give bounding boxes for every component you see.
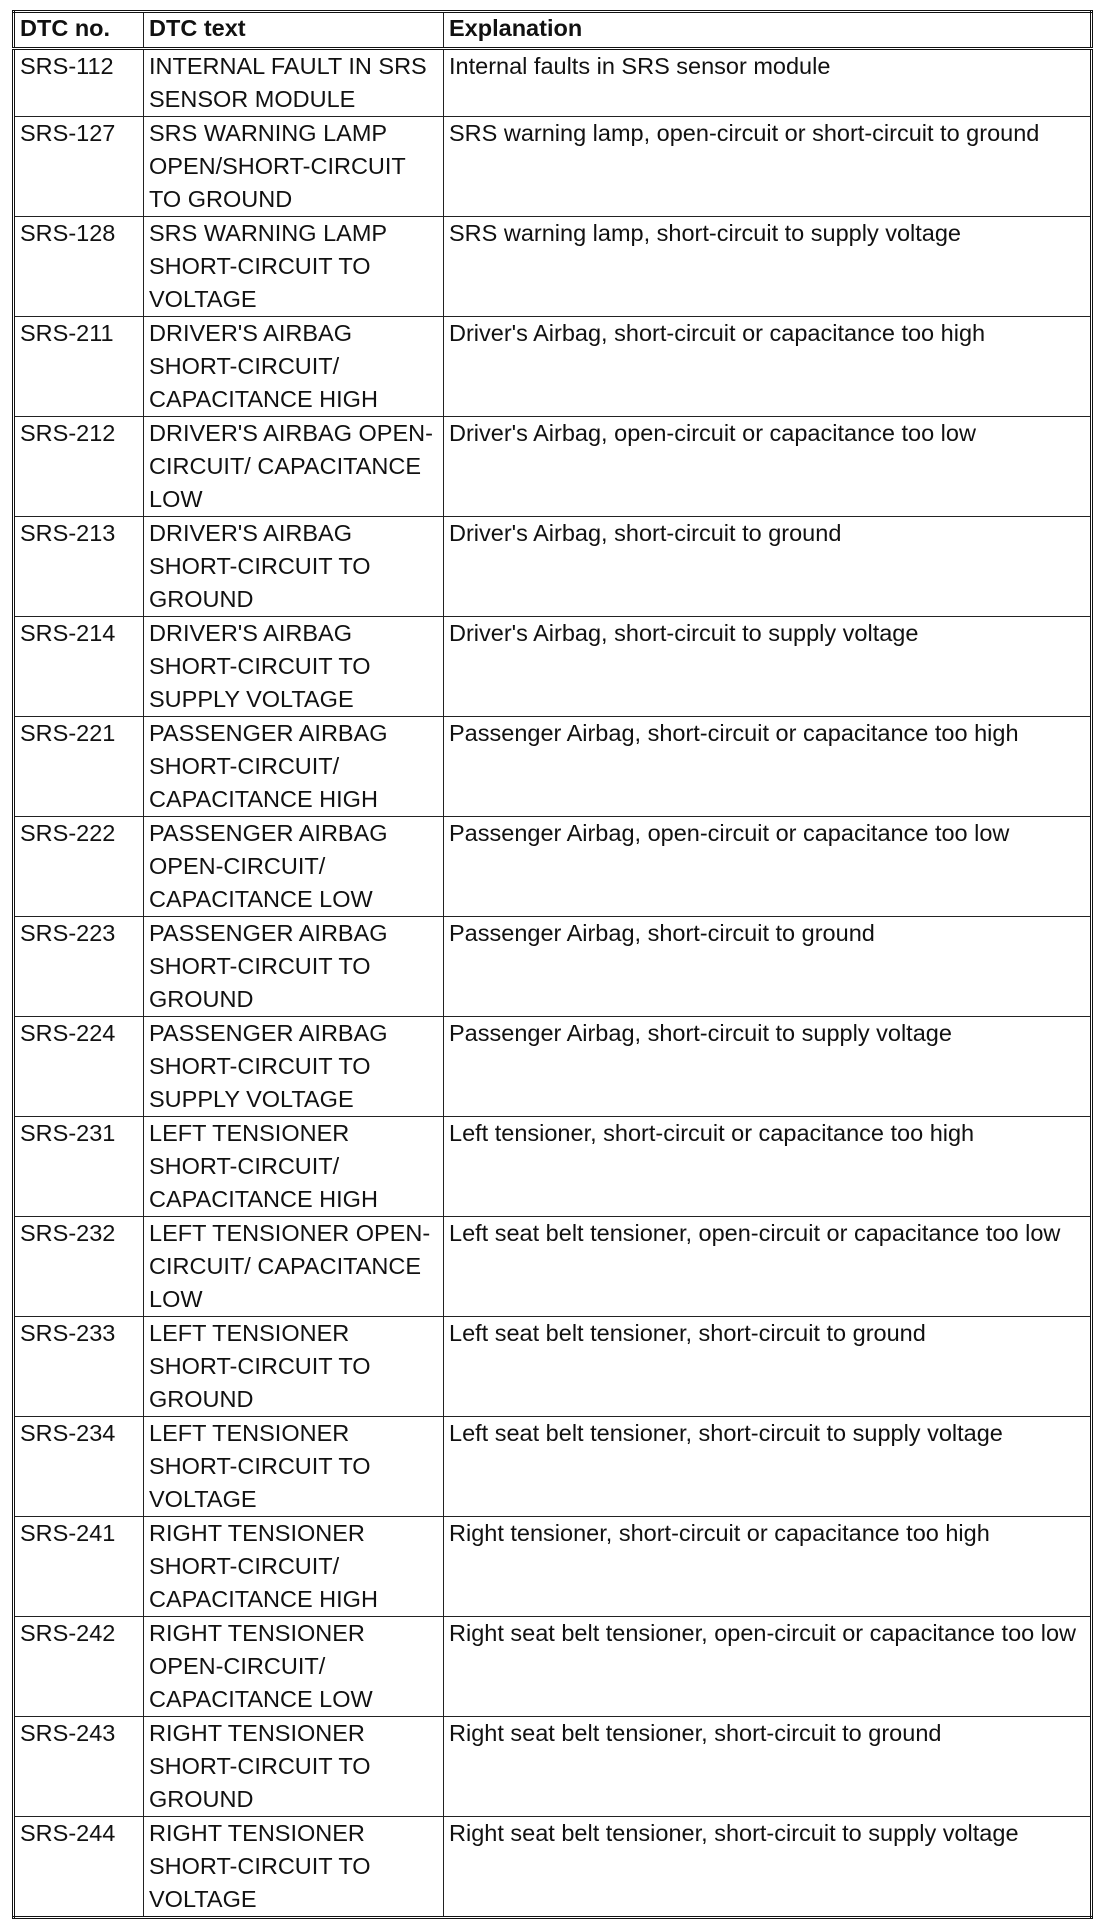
table-body bbox=[14, 49, 1092, 1918]
dtc-no-cell: SRS-127 bbox=[14, 117, 144, 217]
dtc-text-cell: RIGHT TENSIONER SHORT-CIRCUIT TO VOLTAGE bbox=[144, 1817, 444, 1918]
dtc-no-cell: SRS-221 bbox=[14, 717, 144, 817]
table-row bbox=[14, 617, 1092, 717]
dtc-text-cell: INTERNAL FAULT IN SRS SENSOR MODULE bbox=[144, 49, 444, 117]
explanation-cell: Driver's Airbag, short-circuit or capacitance too high bbox=[444, 317, 1092, 417]
explanation-cell: Left seat belt tensioner, short-circuit to ground bbox=[444, 1317, 1092, 1417]
dtc-no-cell: SRS-211 bbox=[14, 317, 144, 417]
header-dtc-no: DTC no. bbox=[14, 12, 144, 49]
table-row bbox=[14, 117, 1092, 217]
table-row bbox=[14, 1117, 1092, 1217]
dtc-text-cell: LEFT TENSIONER SHORT-CIRCUIT TO GROUND bbox=[144, 1317, 444, 1417]
explanation-cell: SRS warning lamp, open-circuit or short-circuit to ground bbox=[444, 117, 1092, 217]
dtc-text-cell: PASSENGER AIRBAG SHORT-CIRCUIT TO GROUND bbox=[144, 917, 444, 1017]
dtc-no-cell: SRS-112 bbox=[14, 49, 144, 117]
explanation-cell: Passenger Airbag, short-circuit to supply voltage bbox=[444, 1017, 1092, 1117]
explanation-cell: Driver's Airbag, short-circuit to supply voltage bbox=[444, 617, 1092, 717]
dtc-text-cell: DRIVER'S AIRBAG OPEN-CIRCUIT/ CAPACITANCE LOW bbox=[144, 417, 444, 517]
explanation-cell: Internal faults in SRS sensor module bbox=[444, 49, 1092, 117]
explanation-cell: Passenger Airbag, short-circuit to ground bbox=[444, 917, 1092, 1017]
dtc-table-container bbox=[12, 10, 1093, 1912]
dtc-no-cell: SRS-214 bbox=[14, 617, 144, 717]
dtc-no-cell: SRS-213 bbox=[14, 517, 144, 617]
dtc-no-cell: SRS-233 bbox=[14, 1317, 144, 1417]
dtc-no-cell: SRS-128 bbox=[14, 217, 144, 317]
table-row bbox=[14, 417, 1092, 517]
explanation-cell: Passenger Airbag, short-circuit or capacitance too high bbox=[444, 717, 1092, 817]
table-row bbox=[14, 717, 1092, 817]
dtc-text-cell: LEFT TENSIONER SHORT-CIRCUIT/ CAPACITANCE HIGH bbox=[144, 1117, 444, 1217]
dtc-text-cell: DRIVER'S AIRBAG SHORT-CIRCUIT TO SUPPLY VOLTAGE bbox=[144, 617, 444, 717]
dtc-no-cell: SRS-232 bbox=[14, 1217, 144, 1317]
explanation-cell: SRS warning lamp, short-circuit to supply voltage bbox=[444, 217, 1092, 317]
dtc-no-cell: SRS-234 bbox=[14, 1417, 144, 1517]
dtc-text-cell: LEFT TENSIONER OPEN-CIRCUIT/ CAPACITANCE LOW bbox=[144, 1217, 444, 1317]
dtc-text-cell: RIGHT TENSIONER OPEN-CIRCUIT/ CAPACITANCE LOW bbox=[144, 1617, 444, 1717]
explanation-cell: Right seat belt tensioner, short-circuit to supply voltage bbox=[444, 1817, 1092, 1918]
dtc-text-cell: LEFT TENSIONER SHORT-CIRCUIT TO VOLTAGE bbox=[144, 1417, 444, 1517]
dtc-no-cell: SRS-241 bbox=[14, 1517, 144, 1617]
dtc-table bbox=[12, 10, 1093, 1919]
table-header bbox=[14, 12, 1092, 49]
table-row bbox=[14, 1017, 1092, 1117]
table-row bbox=[14, 1317, 1092, 1417]
table-row bbox=[14, 917, 1092, 1017]
table-row bbox=[14, 1717, 1092, 1817]
dtc-text-cell: PASSENGER AIRBAG SHORT-CIRCUIT/ CAPACITANCE HIGH bbox=[144, 717, 444, 817]
explanation-cell: Right seat belt tensioner, short-circuit to ground bbox=[444, 1717, 1092, 1817]
table-row bbox=[14, 817, 1092, 917]
dtc-no-cell: SRS-212 bbox=[14, 417, 144, 517]
explanation-cell: Left tensioner, short-circuit or capacitance too high bbox=[444, 1117, 1092, 1217]
dtc-no-cell: SRS-222 bbox=[14, 817, 144, 917]
dtc-no-cell: SRS-244 bbox=[14, 1817, 144, 1918]
dtc-text-cell: PASSENGER AIRBAG SHORT-CIRCUIT TO SUPPLY VOLTAGE bbox=[144, 1017, 444, 1117]
table-row bbox=[14, 1417, 1092, 1517]
dtc-text-cell: DRIVER'S AIRBAG SHORT-CIRCUIT TO GROUND bbox=[144, 517, 444, 617]
explanation-cell: Driver's Airbag, short-circuit to ground bbox=[444, 517, 1092, 617]
explanation-cell: Left seat belt tensioner, open-circuit or capacitance too low bbox=[444, 1217, 1092, 1317]
dtc-no-cell: SRS-243 bbox=[14, 1717, 144, 1817]
explanation-cell: Left seat belt tensioner, short-circuit to supply voltage bbox=[444, 1417, 1092, 1517]
dtc-no-cell: SRS-223 bbox=[14, 917, 144, 1017]
table-row bbox=[14, 1817, 1092, 1918]
dtc-no-cell: SRS-231 bbox=[14, 1117, 144, 1217]
header-row bbox=[14, 12, 1092, 49]
table-row bbox=[14, 1517, 1092, 1617]
dtc-text-cell: PASSENGER AIRBAG OPEN-CIRCUIT/ CAPACITANCE LOW bbox=[144, 817, 444, 917]
table-row bbox=[14, 517, 1092, 617]
table-row bbox=[14, 1617, 1092, 1717]
table-row bbox=[14, 1217, 1092, 1317]
dtc-text-cell: SRS WARNING LAMP OPEN/SHORT-CIRCUIT TO GROUND bbox=[144, 117, 444, 217]
table-row bbox=[14, 217, 1092, 317]
dtc-no-cell: SRS-224 bbox=[14, 1017, 144, 1117]
header-explanation: Explanation bbox=[444, 12, 1092, 49]
explanation-cell: Right tensioner, short-circuit or capacitance too high bbox=[444, 1517, 1092, 1617]
table-row bbox=[14, 49, 1092, 117]
table-row bbox=[14, 317, 1092, 417]
header-dtc-text: DTC text bbox=[144, 12, 444, 49]
explanation-cell: Driver's Airbag, open-circuit or capacitance too low bbox=[444, 417, 1092, 517]
dtc-text-cell: RIGHT TENSIONER SHORT-CIRCUIT TO GROUND bbox=[144, 1717, 444, 1817]
explanation-cell: Right seat belt tensioner, open-circuit or capacitance too low bbox=[444, 1617, 1092, 1717]
dtc-no-cell: SRS-242 bbox=[14, 1617, 144, 1717]
explanation-cell: Passenger Airbag, open-circuit or capacitance too low bbox=[444, 817, 1092, 917]
dtc-text-cell: SRS WARNING LAMP SHORT-CIRCUIT TO VOLTAGE bbox=[144, 217, 444, 317]
dtc-text-cell: DRIVER'S AIRBAG SHORT-CIRCUIT/ CAPACITANCE HIGH bbox=[144, 317, 444, 417]
dtc-text-cell: RIGHT TENSIONER SHORT-CIRCUIT/ CAPACITANCE HIGH bbox=[144, 1517, 444, 1617]
